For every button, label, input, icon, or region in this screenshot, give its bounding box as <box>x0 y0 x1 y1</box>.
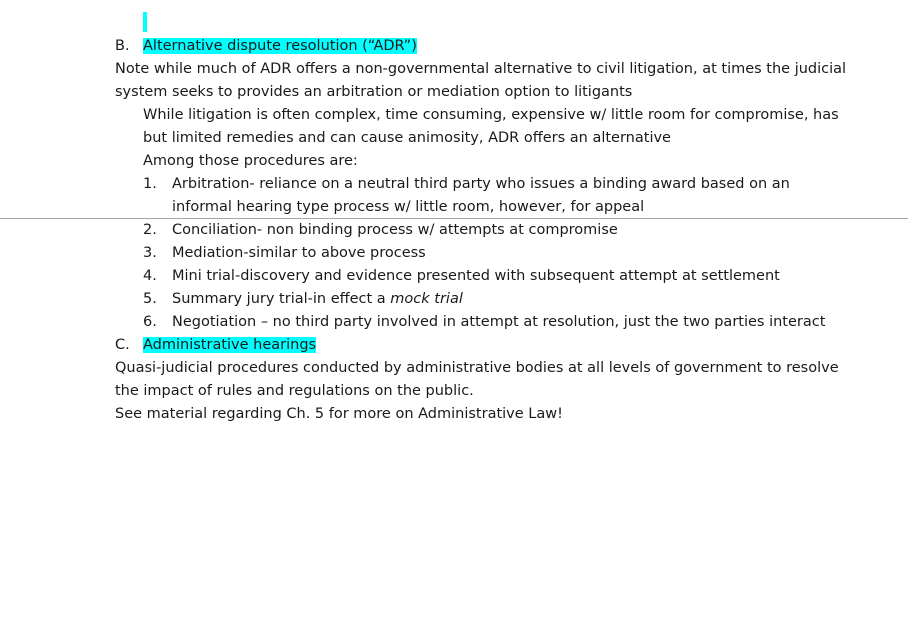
note-line-1: Note while much of ADR offers a non-governmental alternative to civil litigation, at times the judicial <box>115 61 847 77</box>
procedures-intro: Among those procedures are: <box>143 153 358 169</box>
list-item-text: Mini trial-discovery and evidence presented with subsequent attempt at settlement <box>172 268 780 284</box>
list-item-number: 6. <box>143 314 157 330</box>
litigation-para-line-2: but limited remedies and can cause animosity, ADR offers an alternative <box>143 130 671 146</box>
text-cursor-highlight <box>143 12 147 32</box>
list-item-text: Negotiation – no third party involved in attempt at resolution, just the two parties interact <box>172 314 826 330</box>
list-item-number: 4. <box>143 268 157 284</box>
admin-para-line-1: Quasi-judicial procedures conducted by administrative bodies at all levels of government to resolve <box>115 360 839 376</box>
list-item-emphasis: mock trial <box>390 291 463 307</box>
list-item-text <box>172 288 463 311</box>
list-item-number: 3. <box>143 245 157 261</box>
list-item-text: Conciliation- non binding process w/ attempts at compromise <box>172 222 618 238</box>
section-b-heading-text: Alternative dispute resolution (“ADR”) <box>143 38 417 54</box>
admin-para-line-2: the impact of rules and regulations on the public. <box>115 383 474 399</box>
list-item-number: 1. <box>143 176 157 192</box>
section-c-heading[interactable] <box>143 334 316 357</box>
list-item-text-continuation: informal hearing type process w/ little room, however, for appeal <box>172 199 645 215</box>
section-b-letter: B. <box>115 38 130 54</box>
admin-para-line-3: See material regarding Ch. 5 for more on Administrative Law! <box>115 406 563 422</box>
list-item-text: Mediation-similar to above process <box>172 245 426 261</box>
list-item-text-prefix: Summary jury trial-in effect a <box>172 291 391 307</box>
list-item-number: 2. <box>143 222 157 238</box>
list-item-number: 5. <box>143 291 157 307</box>
section-c-letter: C. <box>115 337 130 353</box>
list-item-text: Arbitration- reliance on a neutral third party who issues a binding award based on an <box>172 176 790 192</box>
litigation-para-line-1: While litigation is often complex, time consuming, expensive w/ little room for compromise, has <box>143 107 839 123</box>
note-line-2: system seeks to provides an arbitration or mediation option to litigants <box>115 84 633 100</box>
section-c-heading-text: Administrative hearings <box>143 337 317 353</box>
section-b-heading[interactable] <box>143 35 417 58</box>
